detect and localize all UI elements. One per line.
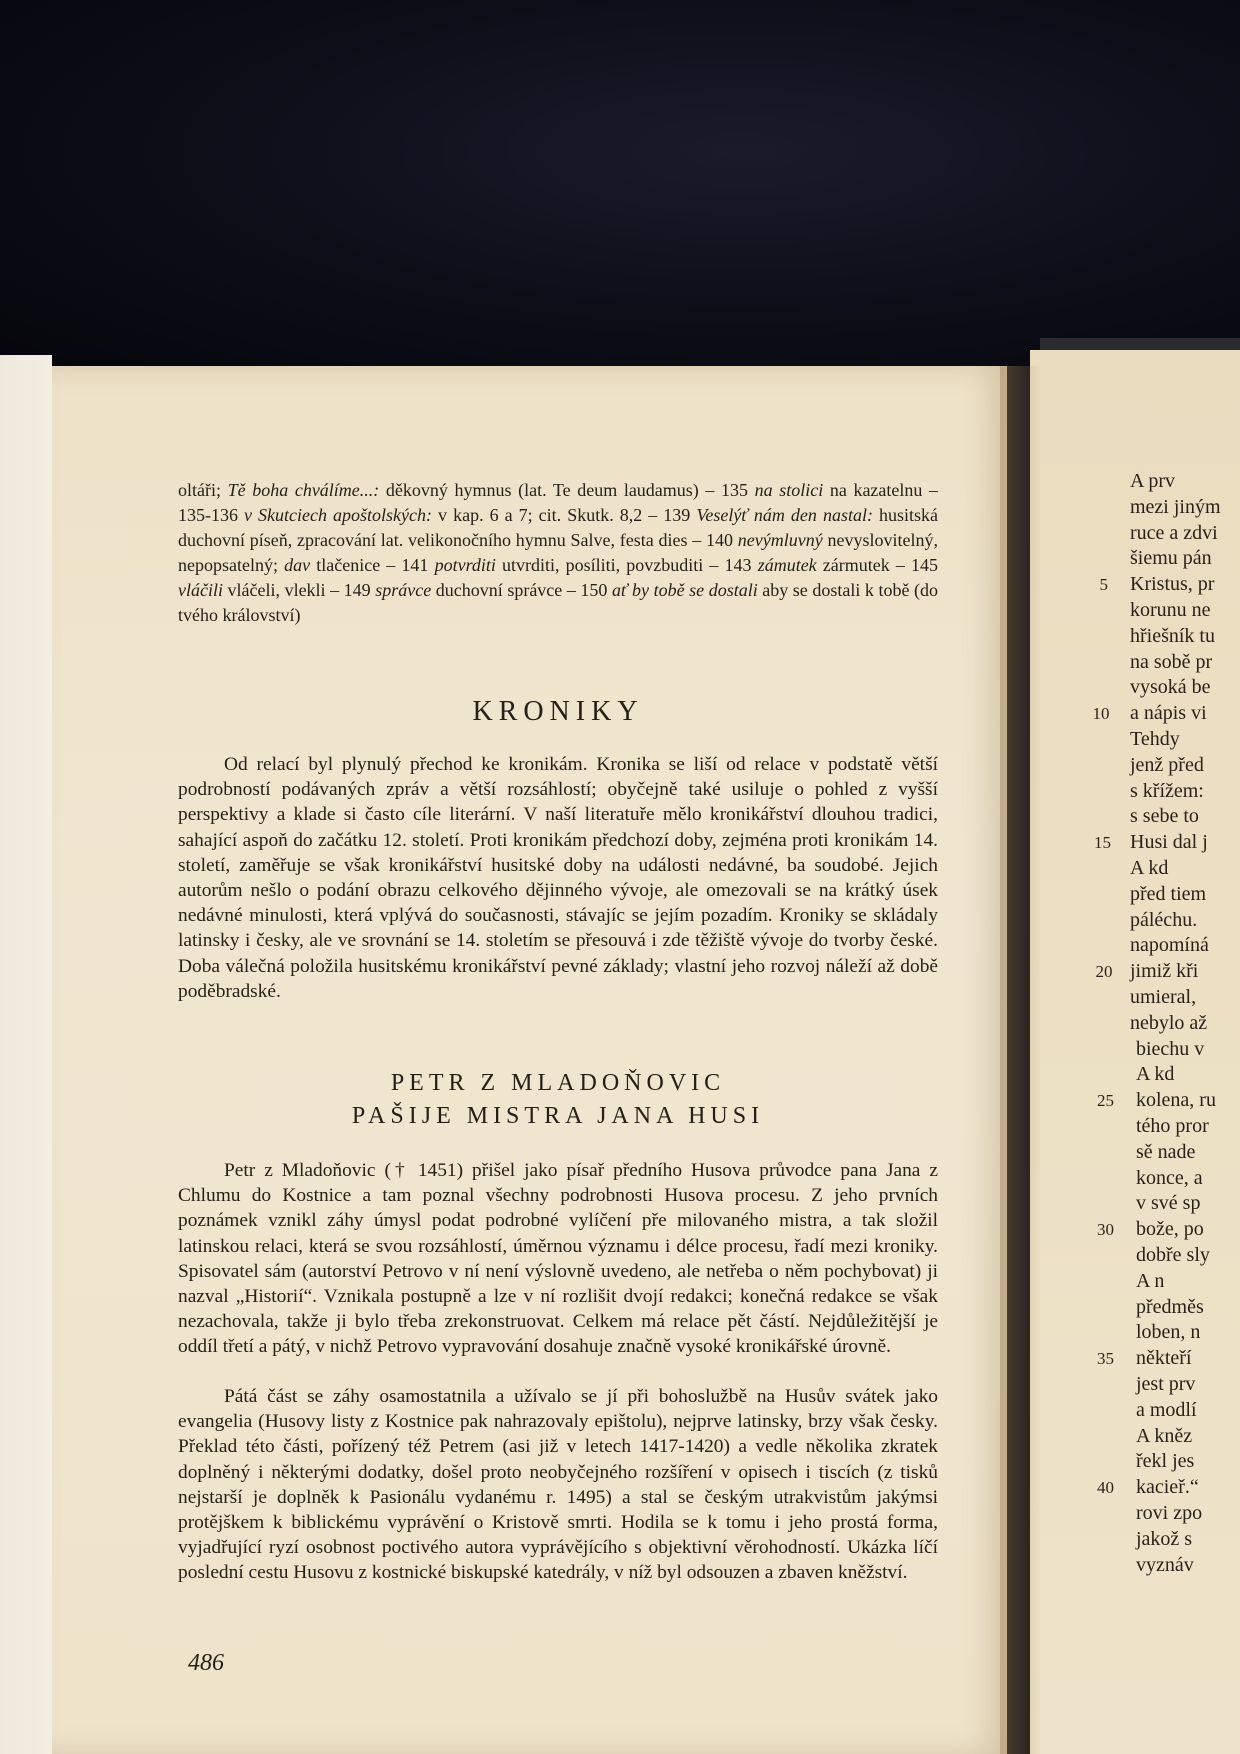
right-page-line: Kristus, pr <box>1130 573 1215 596</box>
right-page-line: tého pror <box>1136 1115 1209 1137</box>
right-page-line: jenž před <box>1130 753 1204 776</box>
right-page-line: A kd <box>1130 857 1169 879</box>
gloss-text: oltáři; <box>178 480 228 500</box>
right-page-line: ruce a zdvi <box>1130 521 1218 544</box>
right-page-line: a modlí <box>1136 1398 1197 1421</box>
gloss-text: duchovní správce – 150 <box>431 580 612 600</box>
right-page-line: Husi dal j <box>1130 831 1208 854</box>
gloss-term: správce <box>375 580 432 600</box>
kroniky-paragraph <box>178 752 938 1004</box>
right-page-line: napomíná <box>1130 934 1209 957</box>
right-page-line: před tiem <box>1130 882 1207 905</box>
intro-paragraph-2 <box>178 1384 938 1586</box>
right-page-line: mezi jiným <box>1130 495 1221 518</box>
gloss-text: v kap. 6 a 7; cit. Skutk. 8,2 – 139 <box>432 505 697 525</box>
right-page-line: bože, po <box>1136 1218 1204 1241</box>
right-page-line: nebylo až <box>1130 1011 1208 1034</box>
right-page-line: jest prv <box>1136 1373 1196 1395</box>
intro-paragraph-1 <box>178 1158 938 1360</box>
gloss-term: zámutek <box>757 555 817 575</box>
right-page-line: jakož s <box>1136 1527 1193 1550</box>
right-page-line: vysoká be <box>1130 676 1211 699</box>
line-number: 15 <box>1094 833 1111 853</box>
right-page-line: rovi zpo <box>1136 1502 1203 1524</box>
right-page-line: na sobě pr <box>1130 650 1213 673</box>
line-number: 20 <box>1095 962 1113 982</box>
gloss-term: Veselýť nám den nastal: <box>696 505 873 525</box>
line-number: 10 <box>1092 704 1110 724</box>
gloss-term: v Skutciech apoštolských: <box>244 505 433 525</box>
right-page-line: někteří <box>1136 1347 1192 1370</box>
right-page-line: umieral, <box>1130 986 1197 1008</box>
right-page-line: hřiešník tu <box>1130 624 1215 647</box>
page-left-margin-strip <box>0 355 52 1754</box>
gloss-text: aby se dostali k tobě (do tvého království) <box>178 580 938 625</box>
right-page-line: dobře sly <box>1136 1244 1210 1266</box>
right-page-line: A n <box>1136 1269 1165 1292</box>
right-page-line: s křížem: <box>1130 779 1204 802</box>
intro-paragraph-1-text: Petr z Mladoňovic († 1451) přišel jako písař předního Husova průvodce pana Jana z Chlumu do Kostnice a tam poznal všechny podrobnosti Husova procesu. Z jeho prvních poznámek vznikl záhy úmysl podat podrobné vylíčení pře milovaného mistra, a tak složil latinskou relaci, která se svou rozsáhlostí, úměrnou významu i délce procesu, řadí mezi kroniky. Spisovatel sám (autorství Petrovo v ní není výslovně uvedeno, ale netřeba o něm pochybovat) ji nazval „Historií“. Vznikala postupně a lze v ní rozlišit dvojí redakci; konečná redakce se však nezachovala, takže ji bylo třeba zrekonstruovat. Celkem má relace pět částí. Nejdůležitější je oddíl třetí a pátý, v nichž Petrovo vypravování dosahuje značně vysoké kronikářské úrovně. <box>178 1160 938 1358</box>
right-page-line: kacieř.“ <box>1136 1476 1199 1499</box>
right-page-line: biechu v <box>1136 1037 1205 1060</box>
gloss-text: vláčeli, vlekli – 149 <box>222 580 376 600</box>
gloss-term: Tě boha chválíme...: <box>227 480 380 500</box>
right-page-line: šiemu pán <box>1130 547 1212 570</box>
right-page-line: řekl jes <box>1136 1450 1195 1473</box>
right-page-line: vyznáv <box>1136 1553 1194 1576</box>
gloss-text: zármutek – 145 <box>816 555 939 575</box>
right-page-line: loben, n <box>1136 1321 1201 1344</box>
right-page-line: předměs <box>1136 1295 1204 1318</box>
line-number: 40 <box>1097 1478 1114 1498</box>
gloss-text: nevyslovitelný, nepopsatelný; <box>178 530 939 575</box>
gloss-term: ať by tobě se dostali <box>611 580 758 600</box>
kroniky-paragraph-text: Od relací byl plynulý přechod ke kronikám. Kronika se liší od relace v podstatě větší podrobností podávaných zpráv a větší rozsáhlostí; obyčejně také usiluje o pohled z vyšší perspektivy a klade si často cíle literární. V naší literatuře mělo kronikářství dlouhou tradici, sahající aspoň do začátku 12. století. Proti kronikám předchozí doby, zejména proti kronikám 14. století, zaměřuje se však kronikářství husitské doby na události nedávné, ba soudobé. Jejich autorům nešlo o podání obrazu celkového dějinného vývoje, ale omezovali se na krátký úsek nedávné minulosti, která vplývá do současnosti, stávajíc se jejím pozadím. Kroniky se skládaly latinsky i česky, ale ve srovnání se 14. stoletím se přesouvá i zde těžiště vývoje do tvorby české. Doba válečná položila husitskému kronikářství pevné základy; vlastní jeho rozvoj náleží až době poděbradské. <box>178 754 938 1002</box>
right-page-line: s sebe to <box>1130 805 1199 828</box>
right-page-line: A kněz <box>1136 1424 1193 1447</box>
right-page-line: a nápis vi <box>1130 702 1207 725</box>
right-page-line: jimiž kři <box>1130 960 1199 983</box>
gloss-text: na kazatelnu – 135-136 <box>178 480 939 525</box>
intro-paragraph-2-text: Pátá část se záhy osamostatnila a užívalo se jí při bohoslužbě na Husův svátek jako evangelia (Husovy listy z Kostnice pak nahrazovaly epištolu), nejprve latinsky, brzy však česky. Překlad této části, pořízený též Petrem (asi již v letech 1417-1420) a vedle několika zkratek doplněný i některými dodatky, došel proto neobyčejného rozšíření v opisech i tiscích (z tisků nejstarší je doplněk k Pasionálu vydanému r. 1495) a stal se českým utrakvistům jakýmsi protějškem k biblickému vyprávění o Kristově smrti. Hodila se k tomu i jeho prostá forma, vyjadřující ryzí osobnost poctivého autora vyprávějícího s objektivní věrohodností. Ukázka líčí poslední cestu Husovu z kostnické biskupské katedrály, v níž byl odsouzen a zbaven kněžství. <box>178 1386 938 1584</box>
right-page-line: A kd <box>1136 1063 1175 1086</box>
gloss-text: tlačenice – 141 <box>310 555 435 575</box>
right-page-line: konce, a <box>1136 1166 1203 1189</box>
right-page-line: páléchu. <box>1130 908 1198 931</box>
work-title-heading: PAŠIJE MISTRA JANA HUSI <box>351 1103 765 1129</box>
right-page-line: v své sp <box>1136 1192 1201 1215</box>
dark-background <box>0 0 1240 380</box>
book-gutter <box>1000 366 1040 1754</box>
right-page-line: korunu ne <box>1130 599 1211 621</box>
gloss-text: utvrditi, posíliti, povzbuditi – 143 <box>495 555 758 575</box>
section-heading-kroniky: KRONIKY <box>472 696 644 727</box>
author-heading: PETR Z MLADOŇOVIC <box>390 1070 726 1096</box>
right-page-line: A prv <box>1130 470 1175 492</box>
gloss-term: potvrditi <box>434 555 496 575</box>
gloss-term: nevýmluvný <box>737 530 823 550</box>
right-page-line: Tehdy <box>1130 728 1180 750</box>
right-page-line: kolena, ru <box>1136 1089 1216 1112</box>
footnote-glosses <box>178 478 938 628</box>
line-number: 35 <box>1097 1349 1114 1369</box>
gloss-term: vláčili <box>178 580 223 600</box>
gloss-term: dav <box>284 555 311 575</box>
right-page-line: sě nade <box>1136 1140 1196 1163</box>
line-number: 25 <box>1097 1091 1114 1111</box>
line-number: 5 <box>1099 575 1108 595</box>
gloss-term: na stolici <box>754 480 824 500</box>
line-number: 30 <box>1097 1220 1114 1240</box>
page-number: 486 <box>188 1650 224 1676</box>
gloss-text: husitská duchovní píseň, zpracování lat. velikonočního hymnu Salve, festa dies – 140 <box>178 505 938 550</box>
gloss-text: děkovný hymnus (lat. Te deum laudamus) – 135 <box>379 480 755 500</box>
